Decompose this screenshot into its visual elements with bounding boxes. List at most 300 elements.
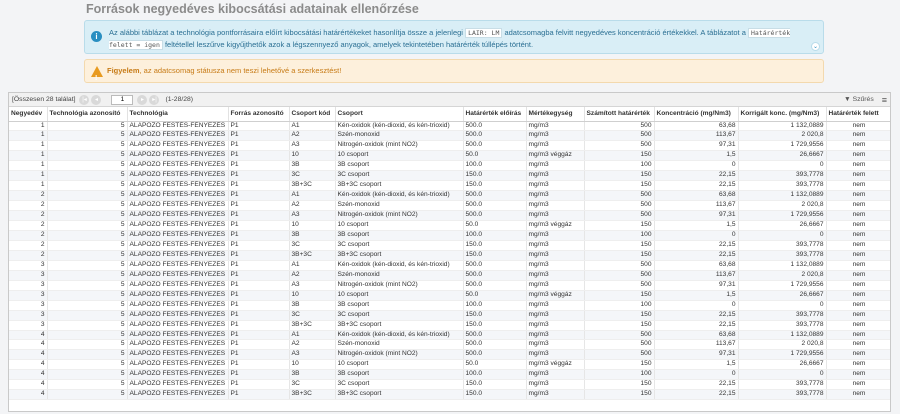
table-cell: ALAPOZÓ FESTÉS-FÉNYEZÉS (127, 360, 228, 370)
table-cell: mg/m3 (526, 181, 584, 191)
table-row[interactable] (9, 390, 891, 400)
table-row[interactable] (9, 300, 891, 310)
table-cell: 3B csoport (335, 230, 463, 240)
table-cell: nem (826, 230, 891, 240)
table-cell: ALAPOZÓ FESTÉS-FÉNYEZÉS (127, 370, 228, 380)
table-cell: 63,68 (654, 121, 738, 131)
table-cell: mg/m3 (526, 390, 584, 400)
table-cell: P1 (228, 141, 289, 151)
table-cell: 3B csoport (335, 300, 463, 310)
table-row[interactable] (9, 360, 891, 370)
table-cell: 5 (47, 171, 127, 181)
table-cell: mg/m3 (526, 141, 584, 151)
table-cell: 3C csoport (335, 240, 463, 250)
next-page-icon[interactable]: ▸ (137, 95, 147, 105)
table-cell: Nitrogén-oxidok (mint NO2) (335, 141, 463, 151)
table-cell: P1 (228, 320, 289, 330)
table-cell: 3B csoport (335, 370, 463, 380)
table-cell: 393,7778 (738, 250, 826, 260)
table-cell: mg/m3 (526, 201, 584, 211)
table-cell: 150.0 (463, 320, 526, 330)
table-cell: 97,31 (654, 280, 738, 290)
table-cell: 5 (47, 240, 127, 250)
table-cell: ALAPOZÓ FESTÉS-FÉNYEZÉS (127, 211, 228, 221)
table-cell: 1 (9, 171, 47, 181)
table-row[interactable] (9, 330, 891, 340)
table-cell: ALAPOZÓ FESTÉS-FÉNYEZÉS (127, 201, 228, 211)
table-cell: ALAPOZÓ FESTÉS-FÉNYEZÉS (127, 250, 228, 260)
table-cell: 5 (47, 201, 127, 211)
table-cell: 500.0 (463, 211, 526, 221)
column-header[interactable]: Csoport (335, 107, 463, 121)
table-row[interactable] (9, 211, 891, 221)
table-cell: ALAPOZÓ FESTÉS-FÉNYEZÉS (127, 300, 228, 310)
table-cell: 1,5 (654, 221, 738, 231)
table-cell: 500 (584, 131, 654, 141)
filter-label: Szűrés (852, 96, 874, 103)
table-cell: P1 (228, 280, 289, 290)
table-cell: Kén-oxidok (kén-dioxid, és kén-trioxid) (335, 260, 463, 270)
table-cell: 5 (47, 380, 127, 390)
table-cell: 26,6667 (738, 360, 826, 370)
table-cell: A1 (289, 330, 335, 340)
table-body (9, 121, 891, 400)
table-row[interactable] (9, 171, 891, 181)
table-cell: 26,6667 (738, 151, 826, 161)
table-cell: 22,15 (654, 310, 738, 320)
table-cell: 500 (584, 201, 654, 211)
table-cell: 150 (584, 380, 654, 390)
table-row[interactable] (9, 201, 891, 211)
table-cell: 3B+3C csoport (335, 390, 463, 400)
table-cell: 1 (9, 131, 47, 141)
table-cell: 500.0 (463, 350, 526, 360)
table-cell: mg/m3 (526, 340, 584, 350)
table-cell: 3B+3C (289, 320, 335, 330)
filter-button[interactable] (844, 96, 874, 103)
table-cell: nem (826, 310, 891, 320)
table-cell: ALAPOZÓ FESTÉS-FÉNYEZÉS (127, 260, 228, 270)
table-cell: 150 (584, 320, 654, 330)
table-cell: ALAPOZÓ FESTÉS-FÉNYEZÉS (127, 280, 228, 290)
table-cell: 3B+3C (289, 390, 335, 400)
table-cell: 500.0 (463, 260, 526, 270)
table-cell: 500.0 (463, 141, 526, 151)
table-cell: nem (826, 211, 891, 221)
warning-box (84, 59, 824, 83)
table-row[interactable] (9, 131, 891, 141)
table-row[interactable] (9, 290, 891, 300)
table-cell: 150 (584, 360, 654, 370)
table-cell: nem (826, 141, 891, 151)
table-cell: P1 (228, 191, 289, 201)
table-cell: 1 (9, 121, 47, 131)
table-cell: 2 (9, 221, 47, 231)
table-cell: 3B+3C csoport (335, 320, 463, 330)
table-cell: 150 (584, 171, 654, 181)
table-cell: P1 (228, 201, 289, 211)
table-cell: 22,15 (654, 320, 738, 330)
table-cell: 5 (47, 310, 127, 320)
table-cell: mg/m3 (526, 250, 584, 260)
table-cell: 4 (9, 330, 47, 340)
table-cell: Kén-oxidok (kén-dioxid, és kén-trioxid) (335, 330, 463, 340)
table-cell: ALAPOZÓ FESTÉS-FÉNYEZÉS (127, 310, 228, 320)
data-grid (8, 92, 891, 412)
table-cell: mg/m3 (526, 320, 584, 330)
table-cell: mg/m3 (526, 191, 584, 201)
table-cell: P1 (228, 131, 289, 141)
table-cell: 3 (9, 270, 47, 280)
table-row[interactable] (9, 141, 891, 151)
table-cell: 500.0 (463, 270, 526, 280)
table-cell: 5 (47, 250, 127, 260)
table-cell: 500 (584, 270, 654, 280)
table-cell: ALAPOZÓ FESTÉS-FÉNYEZÉS (127, 151, 228, 161)
info-text-2: adatcsomagba felvitt negyedéves koncentráció értékekkel. A táblázatot a (504, 28, 746, 37)
table-cell: 150.0 (463, 250, 526, 260)
table-cell: 500.0 (463, 121, 526, 131)
table-cell: nem (826, 121, 891, 131)
table-cell: 2 (9, 250, 47, 260)
table-cell: P1 (228, 161, 289, 171)
table-cell: 5 (47, 390, 127, 400)
column-header[interactable]: Negyedév (9, 107, 47, 121)
table-cell: 5 (47, 121, 127, 131)
table-cell: 50.0 (463, 221, 526, 231)
table-row[interactable] (9, 270, 891, 280)
table-cell: 5 (47, 221, 127, 231)
table-cell: nem (826, 360, 891, 370)
column-header[interactable]: Határérték előírás (463, 107, 526, 121)
table-cell: ALAPOZÓ FESTÉS-FÉNYEZÉS (127, 290, 228, 300)
table-cell: 5 (47, 330, 127, 340)
table-cell: 393,7778 (738, 171, 826, 181)
first-page-icon[interactable]: |◂ (79, 95, 89, 105)
table-cell: nem (826, 350, 891, 360)
table-row[interactable] (9, 320, 891, 330)
table-row[interactable] (9, 380, 891, 390)
last-page-icon[interactable]: ▸| (149, 95, 159, 105)
table-cell: P1 (228, 270, 289, 280)
column-header[interactable]: Csoport kód (289, 107, 335, 121)
table-row[interactable] (9, 240, 891, 250)
table-cell: ALAPOZÓ FESTÉS-FÉNYEZÉS (127, 320, 228, 330)
page-number-input[interactable] (111, 95, 133, 105)
table-cell: ALAPOZÓ FESTÉS-FÉNYEZÉS (127, 270, 228, 280)
table-cell: 0 (654, 230, 738, 240)
table-cell: ALAPOZÓ FESTÉS-FÉNYEZÉS (127, 181, 228, 191)
table-cell: 150 (584, 290, 654, 300)
table-cell: 5 (47, 151, 127, 161)
chevron-down-icon[interactable]: ⌄ (812, 44, 819, 50)
table-cell: 3C csoport (335, 380, 463, 390)
table-row[interactable] (9, 250, 891, 260)
info-text-3: feltétellel leszűrve kigyűjthetők azok a légszennyező anyagok, amelyek tekintetében határérték túllépés történt. (164, 40, 534, 49)
column-header[interactable]: Korrigált konc. (mg/Nm3) (738, 107, 826, 121)
table-cell: 10 (289, 290, 335, 300)
table-cell: 3B+3C csoport (335, 250, 463, 260)
column-header[interactable]: Technológia azonosító (47, 107, 127, 121)
table-cell: 5 (47, 230, 127, 240)
table-header-row (9, 107, 891, 121)
table-cell: nem (826, 191, 891, 201)
table-cell: ALAPOZÓ FESTÉS-FÉNYEZÉS (127, 380, 228, 390)
table-cell: 22,15 (654, 390, 738, 400)
table-cell: 5 (47, 350, 127, 360)
table-cell: 500.0 (463, 191, 526, 201)
table-cell: 2 (9, 211, 47, 221)
table-cell: 113,67 (654, 340, 738, 350)
table-row[interactable] (9, 191, 891, 201)
table-cell: P1 (228, 380, 289, 390)
table-cell: 500 (584, 260, 654, 270)
table-cell: 22,15 (654, 250, 738, 260)
table-cell: 100.0 (463, 370, 526, 380)
table-cell: 5 (47, 370, 127, 380)
table-cell: 1,5 (654, 151, 738, 161)
table-cell: A3 (289, 350, 335, 360)
table-cell: A2 (289, 270, 335, 280)
table-cell: 500 (584, 211, 654, 221)
table-cell: 500.0 (463, 280, 526, 290)
table-cell: 150 (584, 250, 654, 260)
table-cell: 3 (9, 320, 47, 330)
table-cell: 3C (289, 171, 335, 181)
table-cell: nem (826, 171, 891, 181)
table-row[interactable] (9, 340, 891, 350)
table-cell: 5 (47, 260, 127, 270)
table-cell: 113,67 (654, 131, 738, 141)
table-cell: 5 (47, 320, 127, 330)
table-cell: nem (826, 300, 891, 310)
table-cell: 1 729,9556 (738, 141, 826, 151)
table-cell: 4 (9, 340, 47, 350)
table-cell: 3C (289, 310, 335, 320)
table-cell: nem (826, 340, 891, 350)
table-cell: 393,7778 (738, 390, 826, 400)
table-cell: nem (826, 201, 891, 211)
table-cell: P1 (228, 370, 289, 380)
table-cell: mg/m3 véggáz (526, 290, 584, 300)
table-cell: 500 (584, 121, 654, 131)
page-range: (1-28/28) (165, 96, 194, 103)
table-cell: 97,31 (654, 350, 738, 360)
table-cell: Szén-monoxid (335, 131, 463, 141)
table-cell: 5 (47, 181, 127, 191)
table-cell: A2 (289, 340, 335, 350)
table-cell: ALAPOZÓ FESTÉS-FÉNYEZÉS (127, 330, 228, 340)
table-cell: 393,7778 (738, 310, 826, 320)
table-cell: 5 (47, 360, 127, 370)
warning-bold: Figyelem (107, 66, 140, 75)
table-cell: 1,5 (654, 290, 738, 300)
table-cell: ALAPOZÓ FESTÉS-FÉNYEZÉS (127, 240, 228, 250)
table-cell: 1 132,0889 (738, 121, 826, 131)
table-cell: mg/m3 (526, 121, 584, 131)
table-cell: mg/m3 (526, 300, 584, 310)
table-cell: 500.0 (463, 340, 526, 350)
table-cell: 1 (9, 181, 47, 191)
table-cell: nem (826, 161, 891, 171)
table-cell: nem (826, 151, 891, 161)
table-cell: P1 (228, 350, 289, 360)
table-cell: 26,6667 (738, 290, 826, 300)
table-row[interactable] (9, 350, 891, 360)
table-cell: 4 (9, 360, 47, 370)
table-row[interactable] (9, 230, 891, 240)
table-cell: 4 (9, 350, 47, 360)
table-cell: nem (826, 290, 891, 300)
table-cell: 5 (47, 211, 127, 221)
table-row[interactable] (9, 181, 891, 191)
data-table (9, 107, 891, 400)
table-cell: 10 csoport (335, 290, 463, 300)
table-row[interactable] (9, 280, 891, 290)
column-header[interactable]: Forrás azonosító (228, 107, 289, 121)
table-cell: P1 (228, 171, 289, 181)
table-cell: ALAPOZÓ FESTÉS-FÉNYEZÉS (127, 340, 228, 350)
table-cell: mg/m3 (526, 211, 584, 221)
table-cell: 2 (9, 230, 47, 240)
table-row[interactable] (9, 121, 891, 131)
table-cell: 10 (289, 151, 335, 161)
table-cell: P1 (228, 310, 289, 320)
table-cell: 100.0 (463, 161, 526, 171)
table-cell: 1 132,0889 (738, 191, 826, 201)
table-cell: 5 (47, 280, 127, 290)
warning-icon: ! (91, 66, 103, 77)
table-cell: 5 (47, 161, 127, 171)
table-cell: 1 729,9556 (738, 211, 826, 221)
table-cell: mg/m3 (526, 171, 584, 181)
table-cell: 2 (9, 201, 47, 211)
table-cell: 5 (47, 131, 127, 141)
table-cell: P1 (228, 260, 289, 270)
table-cell: 1 132,0889 (738, 260, 826, 270)
prev-page-icon[interactable]: ◂ (91, 95, 101, 105)
table-cell: 150.0 (463, 171, 526, 181)
table-cell: mg/m3 (526, 280, 584, 290)
table-cell: 150.0 (463, 380, 526, 390)
column-header[interactable]: Mértékegység (526, 107, 584, 121)
table-cell: P1 (228, 240, 289, 250)
table-cell: 100 (584, 161, 654, 171)
table-cell: 22,15 (654, 240, 738, 250)
table-cell: 150 (584, 390, 654, 400)
info-code-1: LAIR: LM (465, 28, 502, 38)
table-row[interactable] (9, 151, 891, 161)
table-cell: ALAPOZÓ FESTÉS-FÉNYEZÉS (127, 390, 228, 400)
table-cell: 97,31 (654, 141, 738, 151)
table-cell: 10 csoport (335, 151, 463, 161)
table-cell: 2 (9, 240, 47, 250)
table-cell: A1 (289, 260, 335, 270)
table-cell: Szén-monoxid (335, 201, 463, 211)
table-cell: P1 (228, 250, 289, 260)
table-cell: 150 (584, 221, 654, 231)
table-cell: Szén-monoxid (335, 340, 463, 350)
table-cell: nem (826, 270, 891, 280)
table-cell: 2 020,8 (738, 340, 826, 350)
table-cell: 5 (47, 290, 127, 300)
table-cell: 1 132,0889 (738, 330, 826, 340)
table-cell: 4 (9, 390, 47, 400)
table-cell: A3 (289, 211, 335, 221)
table-cell: nem (826, 380, 891, 390)
table-cell: 10 (289, 360, 335, 370)
table-cell: 393,7778 (738, 380, 826, 390)
table-cell: nem (826, 260, 891, 270)
table-cell: P1 (228, 360, 289, 370)
table-cell: 393,7778 (738, 320, 826, 330)
table-cell: 500 (584, 191, 654, 201)
table-cell: 100 (584, 370, 654, 380)
table-cell: mg/m3 (526, 161, 584, 171)
table-row[interactable] (9, 221, 891, 231)
table-cell: nem (826, 181, 891, 191)
table-cell: P1 (228, 211, 289, 221)
table-cell: 150 (584, 310, 654, 320)
table-cell: 50.0 (463, 290, 526, 300)
menu-icon[interactable]: ≡ (881, 94, 887, 105)
table-cell: 500 (584, 141, 654, 151)
table-cell: nem (826, 330, 891, 340)
table-cell: 1 (9, 161, 47, 171)
table-cell: 100 (584, 230, 654, 240)
table-row[interactable] (9, 310, 891, 320)
table-cell: ALAPOZÓ FESTÉS-FÉNYEZÉS (127, 350, 228, 360)
info-icon: i (91, 31, 102, 42)
table-cell: 500 (584, 280, 654, 290)
table-cell: 3B (289, 300, 335, 310)
table-cell: 3 (9, 290, 47, 300)
table-cell: mg/m3 (526, 260, 584, 270)
table-cell: 150 (584, 240, 654, 250)
table-cell: 500.0 (463, 131, 526, 141)
table-cell: nem (826, 221, 891, 231)
filter-icon: ▼ (843, 96, 851, 103)
table-cell: P1 (228, 151, 289, 161)
table-cell: mg/m3 (526, 330, 584, 340)
table-cell: 5 (47, 141, 127, 151)
table-cell: A3 (289, 280, 335, 290)
grid-toolbar (9, 93, 890, 107)
table-cell: 3 (9, 280, 47, 290)
column-header[interactable]: Koncentráció (mg/Nm3) (654, 107, 738, 121)
table-cell: 3B+3C (289, 181, 335, 191)
table-cell: mg/m3 (526, 270, 584, 280)
table-cell: P1 (228, 221, 289, 231)
table-cell: 100.0 (463, 230, 526, 240)
table-cell: P1 (228, 121, 289, 131)
table-cell: 63,68 (654, 330, 738, 340)
table-row[interactable] (9, 260, 891, 270)
table-cell: 63,68 (654, 260, 738, 270)
table-cell: 3C (289, 240, 335, 250)
table-cell: P1 (228, 290, 289, 300)
table-cell: 10 (289, 221, 335, 231)
table-cell: 0 (738, 230, 826, 240)
column-header[interactable]: Számított határérték (584, 107, 654, 121)
table-row[interactable] (9, 161, 891, 171)
column-header[interactable]: Technológia (127, 107, 228, 121)
table-cell: 0 (654, 161, 738, 171)
column-header[interactable]: Határérték felett (826, 107, 891, 121)
table-cell: nem (826, 131, 891, 141)
table-cell: 3 (9, 300, 47, 310)
table-row[interactable] (9, 370, 891, 380)
